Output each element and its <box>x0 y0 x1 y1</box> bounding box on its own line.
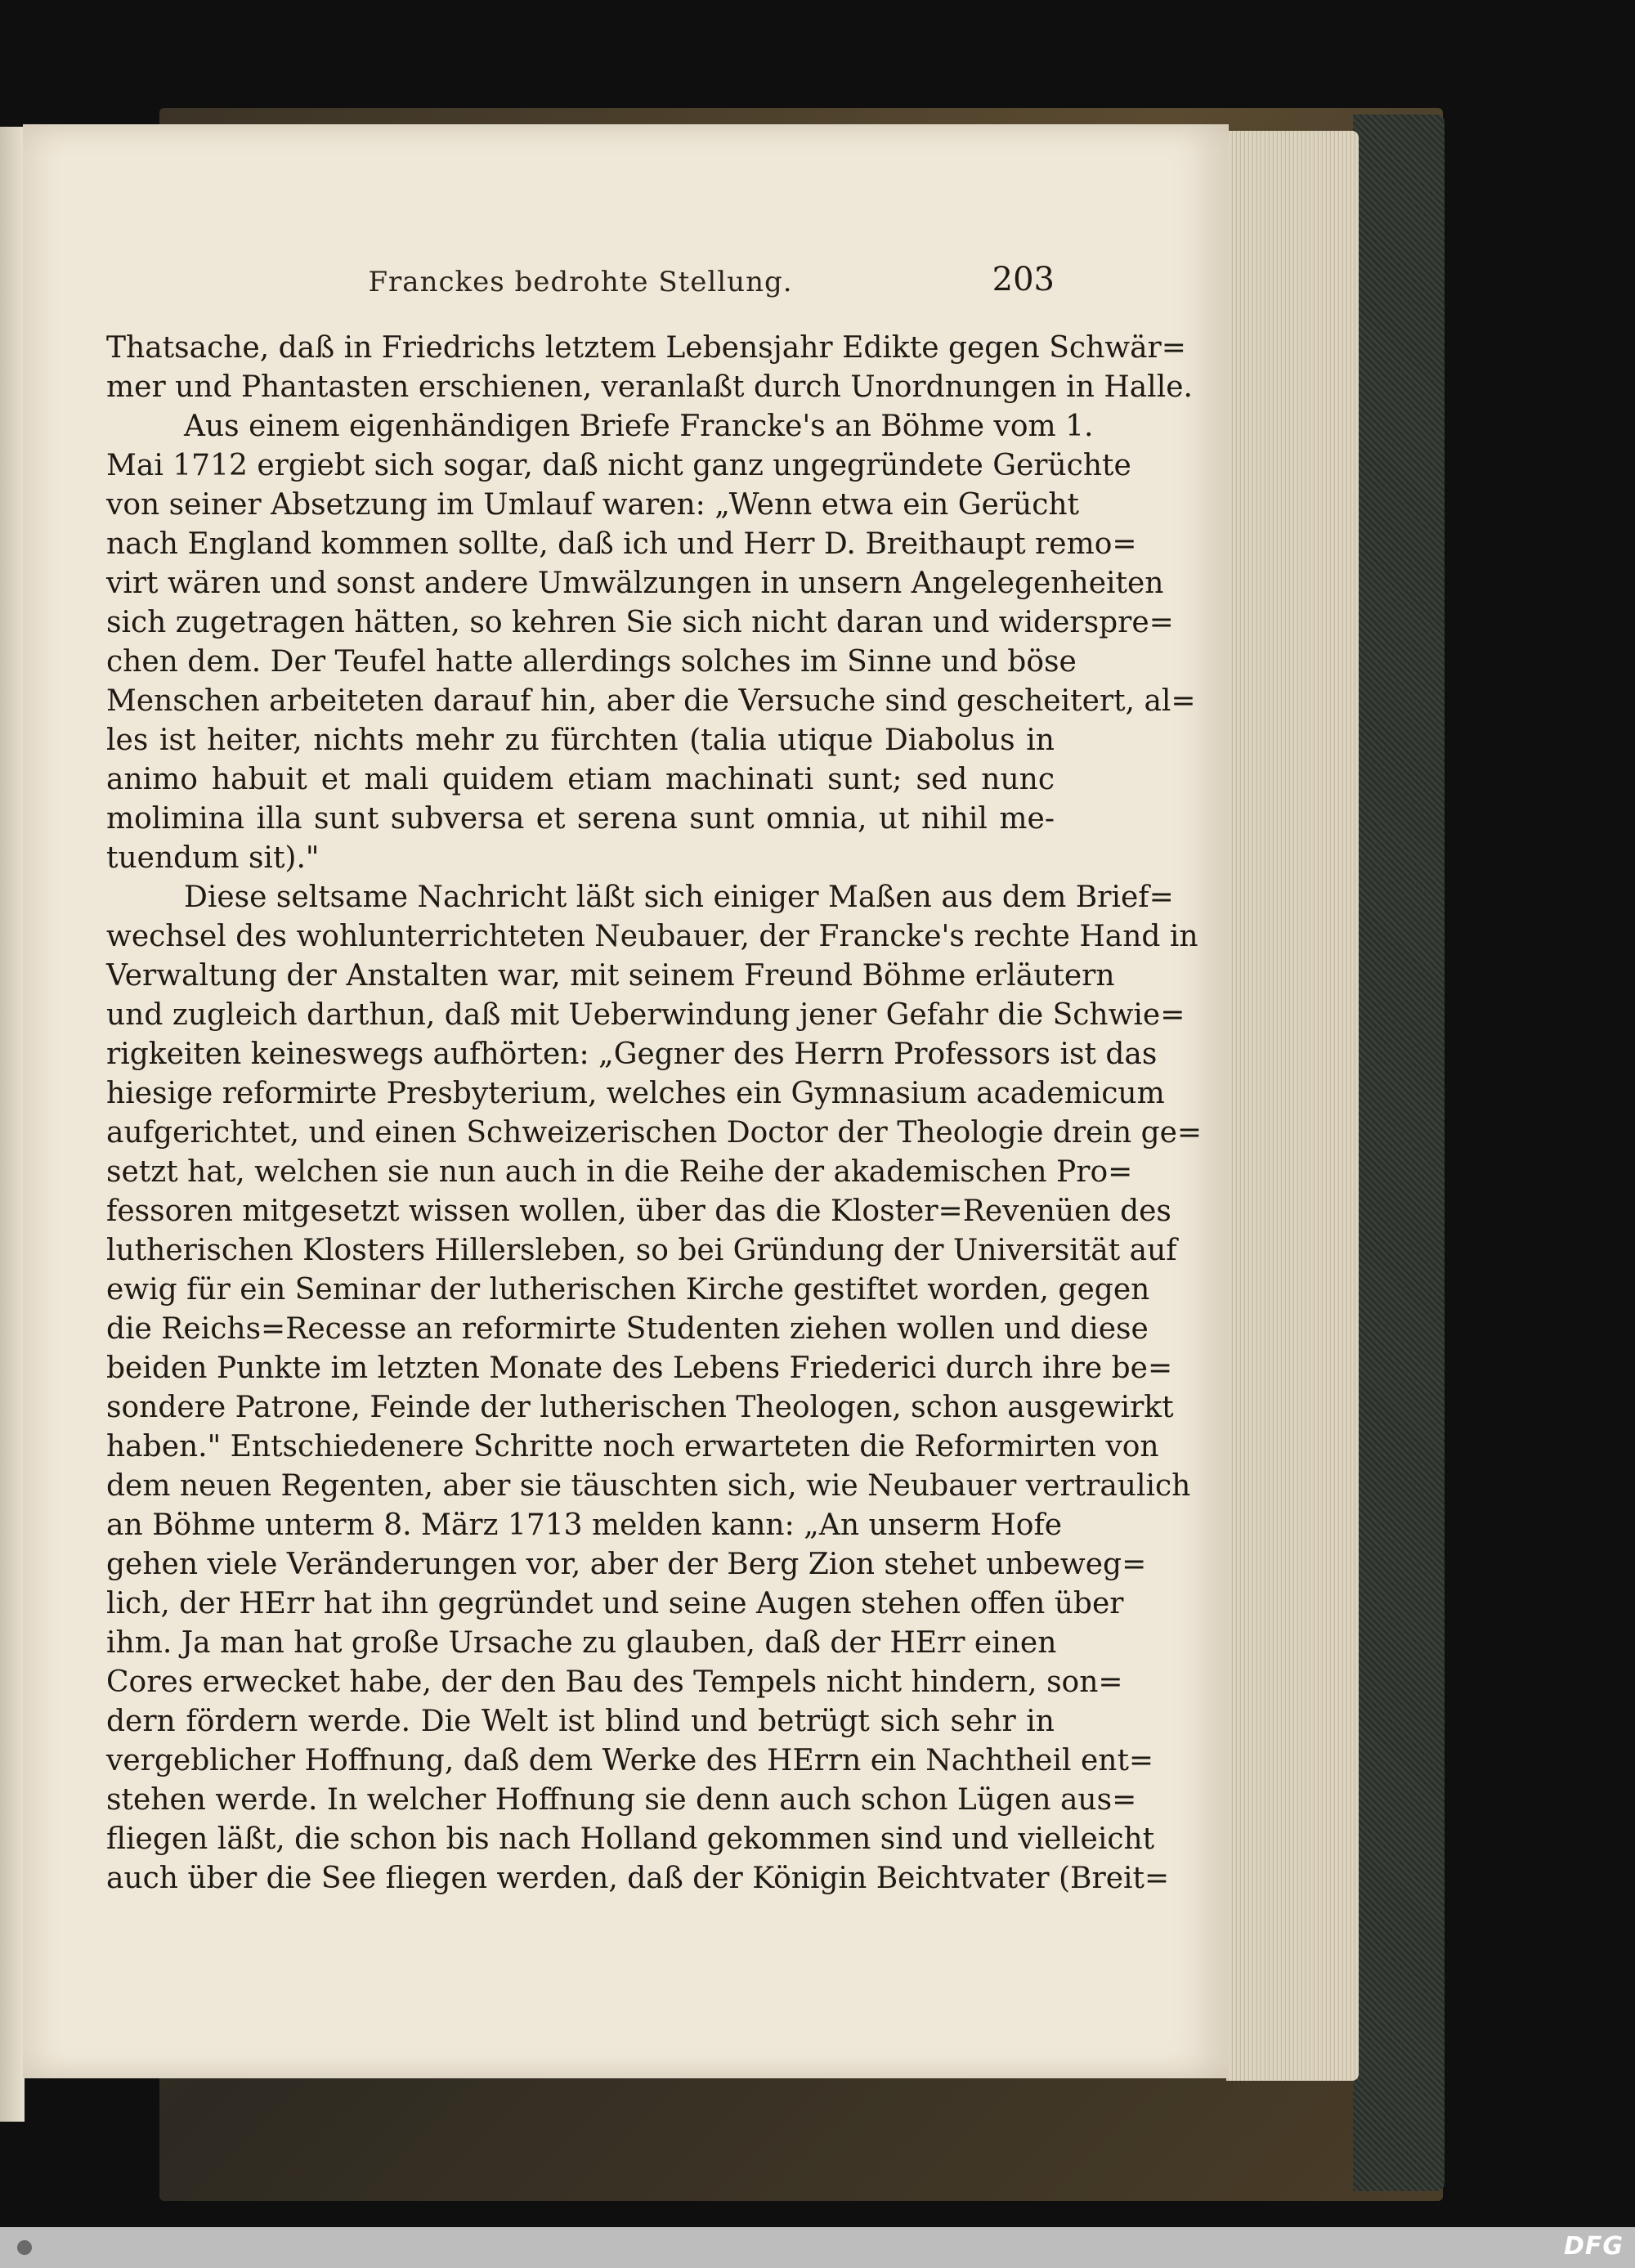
text-line: dern fördern werde. Die Welt ist blind und betrügt sich sehr in <box>106 1705 1055 1738</box>
running-head <box>106 261 1055 315</box>
page-edges <box>1226 131 1359 2081</box>
running-title: Franckes bedrohte Stellung. <box>368 266 793 298</box>
text-line: Mai 1712 ergiebt sich sogar, daß nicht ganz ungegründete Gerüchte <box>106 449 1131 482</box>
text-line: lich, der HErr hat ihn gegründet und seine Augen stehen offen über <box>106 1587 1124 1620</box>
book-spine <box>1353 114 1445 2191</box>
text-line: vergeblicher Hoffnung, daß dem Werke des HErrn ein Nachtheil ent= <box>106 1744 1154 1777</box>
text-line: dem neuen Regenten, aber sie täuschten sich, wie Neubauer vertraulich <box>106 1469 1191 1503</box>
text-line: und zugleich darthun, daß mit Ueberwindung jener Gefahr die Schwie= <box>106 998 1185 1032</box>
text-line: Cores erwecket habe, der den Bau des Tempels nicht hindern, son= <box>106 1665 1123 1699</box>
text-line: molimina illa sunt subversa et serena sunt omnia, ut nihil me- <box>106 802 1055 836</box>
text-line: fliegen läßt, die schon bis nach Holland gekommen sind und vielleicht <box>106 1822 1155 1856</box>
text-line: gehen viele Veränderungen vor, aber der Berg Zion stehet unbeweg= <box>106 1548 1147 1581</box>
text-line: chen dem. Der Teufel hatte allerdings solches im Sinne und böse <box>106 645 1077 679</box>
text-line: haben." Entschiedenere Schritte noch erwarteten die Reformirten von <box>106 1430 1159 1463</box>
text-line: wechsel des wohlunterrichteten Neubauer, der Francke's rechte Hand in <box>106 920 1198 953</box>
text-line: von seiner Absetzung im Umlauf waren: „Wenn etwa ein Gerücht <box>106 488 1080 522</box>
text-line: Diese seltsame Nachricht läßt sich einiger Maßen aus dem Brief= <box>184 881 1174 914</box>
text-line: aufgerichtet, und einen Schweizerischen Doctor der Theologie drein ge= <box>106 1116 1203 1150</box>
body-text <box>106 329 1203 1898</box>
text-line: les ist heiter, nichts mehr zu fürchten (talia utique Diabolus in <box>106 724 1055 757</box>
dfg-logo: DFG <box>1563 2232 1624 2261</box>
text-line: Verwaltung der Anstalten war, mit seinem Freund Böhme erläutern <box>106 959 1115 993</box>
text-line: virt wären und sonst andere Umwälzungen in unsern Angelegenheiten <box>106 567 1164 600</box>
page-number: 203 <box>992 261 1055 298</box>
text-line: Thatsache, daß in Friedrichs letztem Lebensjahr Edikte gegen Schwär= <box>106 331 1186 365</box>
text-line: sich zugetragen hätten, so kehren Sie sich nicht daran und widerspre= <box>106 606 1174 639</box>
text-line: mer und Phantasten erschienen, veranlaßt durch Unordnungen in Halle. <box>106 370 1193 404</box>
viewer-footer-bar <box>0 2227 1635 2268</box>
text-line: animo habuit et mali quidem etiam machinati sunt; sed nunc <box>106 763 1055 796</box>
text-line: sondere Patrone, Feinde der lutherischen Theologen, schon ausgewirkt <box>106 1391 1174 1424</box>
text-line: die Reichs=Recesse an reformirte Studenten ziehen wollen und diese <box>106 1312 1149 1346</box>
text-line: setzt hat, welchen sie nun auch in die Reihe der akademischen Pro= <box>106 1155 1133 1189</box>
text-line: rigkeiten keineswegs aufhörten: „Gegner des Herrn Professors ist das <box>106 1038 1158 1071</box>
text-line: nach England kommen sollte, daß ich und Herr D. Breithaupt remo= <box>106 527 1137 561</box>
library-seal-icon <box>7 2230 43 2265</box>
text-line: fessoren mitgesetzt wissen wollen, über das die Kloster=Revenüen des <box>106 1195 1171 1228</box>
text-line: lutherischen Klosters Hillersleben, so bei Gründung der Universität auf <box>106 1234 1177 1267</box>
text-line: tuendum sit)." <box>106 841 320 875</box>
text-line: an Böhme unterm 8. März 1713 melden kann: „An unserm Hofe <box>106 1508 1063 1542</box>
text-line: stehen werde. In welcher Hoffnung sie denn auch schon Lügen aus= <box>106 1783 1137 1817</box>
text-line: beiden Punkte im letzten Monate des Lebens Friederici durch ihre be= <box>106 1351 1173 1385</box>
left-page-edge <box>0 127 25 2122</box>
text-line: hiesige reformirte Presbyterium, welches ein Gymnasium academicum <box>106 1077 1165 1110</box>
text-line: auch über die See fliegen werden, daß der Königin Beichtvater (Breit= <box>106 1862 1170 1895</box>
text-line: Menschen arbeiteten darauf hin, aber die Versuche sind gescheitert, al= <box>106 684 1196 718</box>
text-line: ewig für ein Seminar der lutherischen Kirche gestiftet worden, gegen <box>106 1273 1150 1307</box>
text-line: Aus einem eigenhändigen Briefe Francke's an Böhme vom 1. <box>184 410 1094 443</box>
text-line: ihm. Ja man hat große Ursache zu glauben, daß der HErr einen <box>106 1626 1057 1660</box>
